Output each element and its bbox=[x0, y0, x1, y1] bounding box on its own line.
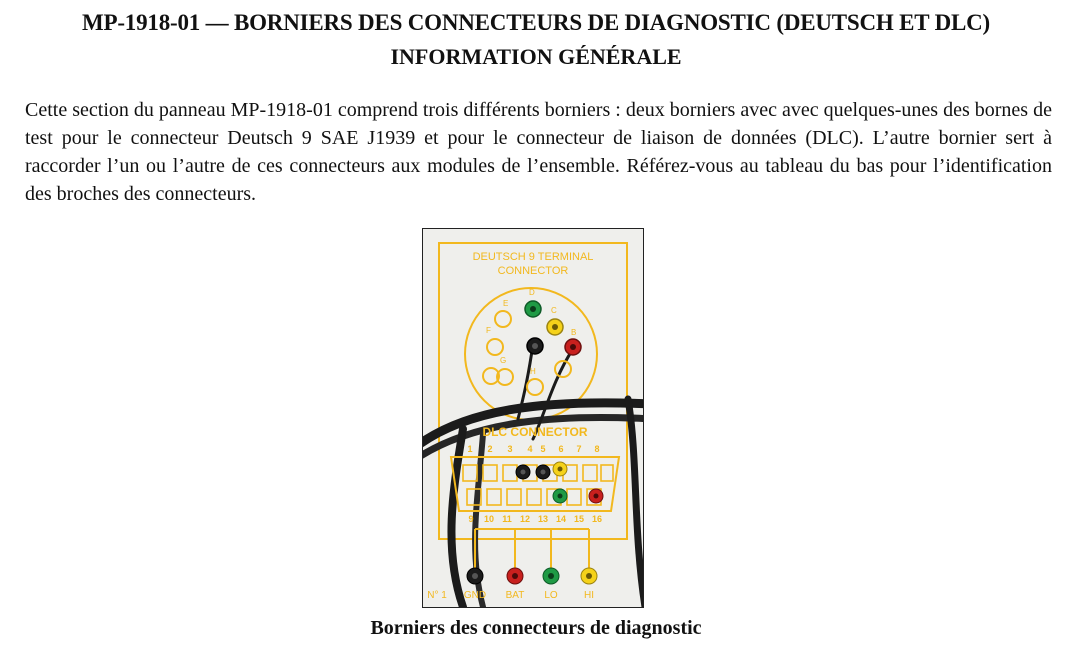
dlc-pin-number: 5 bbox=[540, 444, 546, 454]
connector-panel-illustration bbox=[423, 229, 643, 607]
figure-caption: Borniers des connecteurs de diagnostic bbox=[370, 617, 702, 639]
dlc-pin-number: 14 bbox=[555, 514, 567, 524]
dlc-pin-number: 9 bbox=[468, 514, 474, 524]
deutsch-pin-c: C bbox=[551, 306, 557, 315]
dlc-pin-number: 4 bbox=[527, 444, 533, 454]
dlc-pin-number: 8 bbox=[594, 444, 600, 454]
label-bat: BAT bbox=[505, 590, 525, 601]
deutsch-label-line1: DEUTSCH 9 TERMINAL bbox=[472, 251, 594, 263]
deutsch-pin-f: F bbox=[486, 326, 491, 335]
dlc-pin-number: 16 bbox=[591, 514, 603, 524]
intro-paragraph: Cette section du panneau MP-1918-01 comprend trois différents borniers : deux borniers avec avec quelques-unes des bornes de test pour le connecteur Deutsch 9 SAE J1939 et pour le connecteur de liaison de données (DLC). L’autre bornier sert à raccorder l’un ou l’autre de ces connecteurs aux modules de l’ensemble. Référez-vous au tableau du bas pour l’identification des broches des connecteurs. bbox=[25, 99, 1052, 205]
deutsch-pin-d: D bbox=[529, 288, 535, 297]
document-subtitle: INFORMATION GÉNÉRALE bbox=[390, 44, 682, 69]
dlc-pin-number: 12 bbox=[519, 514, 531, 524]
deutsch-label-line2: CONNECTOR bbox=[497, 265, 569, 277]
dlc-label: DLC CONNECTOR bbox=[482, 425, 588, 439]
label-gnd: GND bbox=[463, 590, 487, 601]
label-hi: HI bbox=[584, 590, 594, 601]
dlc-pin-number: 7 bbox=[576, 444, 582, 454]
label-lo: LO bbox=[544, 590, 558, 601]
dlc-pin-number: 1 bbox=[467, 444, 473, 454]
deutsch-pin-g: G bbox=[500, 356, 507, 365]
dlc-pin-number: 11 bbox=[502, 514, 512, 524]
dlc-pin-number: 2 bbox=[487, 444, 493, 454]
dlc-pin-number: 13 bbox=[537, 514, 549, 524]
dlc-pin-number: 10 bbox=[483, 514, 495, 524]
diagnostic-connector-photo bbox=[422, 228, 644, 608]
label-n1: N° 1 bbox=[427, 590, 447, 601]
dlc-pin-number: 3 bbox=[507, 444, 513, 454]
deutsch-pin-b: B bbox=[571, 328, 577, 337]
document-title: MP-1918-01 — BORNIERS DES CONNECTEURS DE DIAGNOSTIC (DEUTSCH ET DLC) bbox=[81, 10, 991, 35]
dlc-pin-number: 6 bbox=[558, 444, 564, 454]
deutsch-pin-h: H bbox=[530, 367, 536, 376]
dlc-pin-number: 15 bbox=[573, 514, 585, 524]
deutsch-pin-e: E bbox=[503, 299, 509, 308]
